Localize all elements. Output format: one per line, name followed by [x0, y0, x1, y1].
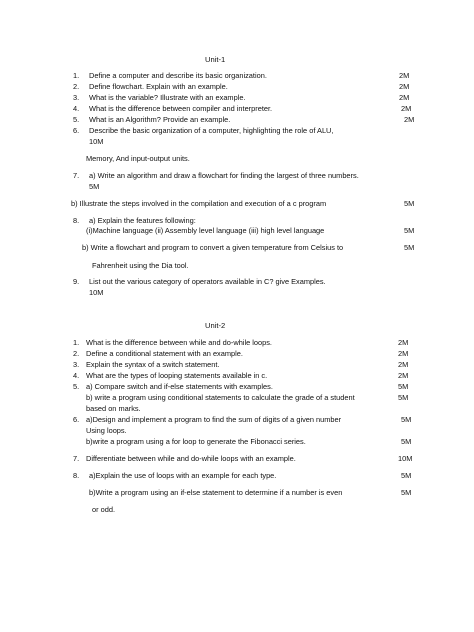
u2-q3-text: Explain the syntax of a switch statement. — [86, 360, 220, 369]
u1-q7-text: a) Write an algorithm and draw a flowchart for finding the largest of three numbers. — [89, 171, 359, 180]
u2-q5b-marks: 5M — [398, 393, 409, 402]
u2-q8-marks: 5M — [401, 471, 412, 480]
u2-q5-marks: 5M — [398, 382, 409, 391]
u1-q2-text: Define flowchart. Explain with an example. — [89, 82, 228, 91]
u2-q2-marks: 2M — [398, 349, 409, 358]
u1-q7-num: 7. — [73, 171, 80, 180]
u2-q6-marks: 5M — [401, 415, 412, 424]
u2-q4-num: 4. — [73, 371, 80, 380]
u1-q8b-marks: 5M — [404, 243, 415, 252]
u1-q1-num: 1. — [73, 71, 80, 80]
u1-q1-text: Define a computer and describe its basic organization. — [89, 71, 267, 80]
u2-q6b-text: b)write a program using a for loop to generate the Fibonacci series. — [86, 437, 306, 446]
u1-q2-num: 2. — [73, 82, 80, 91]
u1-q4-num: 4. — [73, 104, 80, 113]
u1-q4-marks: 2M — [401, 104, 412, 113]
u2-q1-text: What is the difference between while and do-while loops. — [86, 338, 272, 347]
u2-q7-num: 7. — [73, 454, 80, 463]
u2-q5b-text: b) write a program using conditional statements to calculate the grade of a student — [86, 393, 355, 402]
u2-q1-num: 1. — [73, 338, 80, 347]
u2-q8b-cont: or odd. — [92, 505, 116, 514]
u1-q6-marks: 10M — [89, 137, 104, 146]
u2-q1-marks: 2M — [398, 338, 409, 347]
u2-q5-text: a) Compare switch and if-else statements with examples. — [86, 382, 273, 391]
u1-q9-marks: 10M — [89, 288, 104, 297]
u1-q8-line2: (i)Machine language (ii) Assembly level language (iii) high level language — [86, 226, 325, 235]
u1-q5-text: What is an Algorithm? Provide an example. — [89, 115, 231, 124]
u2-q4-marks: 2M — [398, 371, 409, 380]
u2-q8b-marks: 5M — [401, 488, 412, 497]
u1-q5-marks: 2M — [404, 115, 415, 124]
u1-q3-num: 3. — [73, 93, 80, 102]
unit1-title: Unit-1 — [205, 55, 226, 64]
u2-q6-text: a)Design and implement a program to find the sum of digits of a given number — [86, 415, 342, 424]
u1-q7b-text: b) Illustrate the steps involved in the compilation and execution of a c program — [71, 199, 327, 208]
u1-q6-text: Describe the basic organization of a computer, highlighting the role of ALU, — [89, 126, 334, 135]
u1-q8b-text: b) Write a flowchart and program to convert a given temperature from Celsius to — [82, 243, 344, 252]
u1-q4-text: What is the difference between compiler and interpreter. — [89, 104, 273, 113]
u1-q3-marks: 2M — [399, 93, 410, 102]
u2-q5b-cont: based on marks. — [86, 404, 141, 413]
u1-q6-cont: Memory, And input-output units. — [86, 154, 190, 163]
u2-q3-marks: 2M — [398, 360, 409, 369]
u1-q6-num: 6. — [73, 126, 80, 135]
u1-q8b-cont: Fahrenheit using the Dia tool. — [92, 261, 189, 270]
u2-q8b-text: b)Write a program using an if-else statement to determine if a number is even — [89, 488, 343, 497]
u2-q6-num: 6. — [73, 415, 80, 424]
u2-q8-num: 8. — [73, 471, 80, 480]
u1-q9-num: 9. — [73, 277, 80, 286]
u1-q2-marks: 2M — [399, 82, 410, 91]
u2-q7-marks: 10M — [398, 454, 413, 463]
u2-q2-text: Define a conditional statement with an example. — [86, 349, 243, 358]
u1-q8-num: 8. — [73, 216, 80, 225]
u2-q2-num: 2. — [73, 349, 80, 358]
u2-q6-cont: Using loops. — [86, 426, 127, 435]
unit2-title: Unit-2 — [205, 321, 226, 330]
u1-q7b-marks: 5M — [404, 199, 415, 208]
u1-q7-marks: 5M — [89, 182, 100, 191]
u2-q3-num: 3. — [73, 360, 80, 369]
u2-q4-text: What are the types of looping statements available in c. — [86, 371, 268, 380]
u1-q5-num: 5. — [73, 115, 80, 124]
u1-q9-text: List out the various category of operators available in C? give Examples. — [89, 277, 326, 286]
u1-q3-text: What is the variable? Illustrate with an example. — [89, 93, 246, 102]
u2-q5-num: 5. — [73, 382, 80, 391]
u2-q6b-marks: 5M — [401, 437, 412, 446]
u2-q7-text: Differentiate between while and do-while loops with an example. — [86, 454, 296, 463]
u1-q1-marks: 2M — [399, 71, 410, 80]
u1-q8-text: a) Explain the features following: — [89, 216, 196, 225]
u1-q8-marks: 5M — [404, 226, 415, 235]
u2-q8-text: a)Explain the use of loops with an example for each type. — [89, 471, 277, 480]
